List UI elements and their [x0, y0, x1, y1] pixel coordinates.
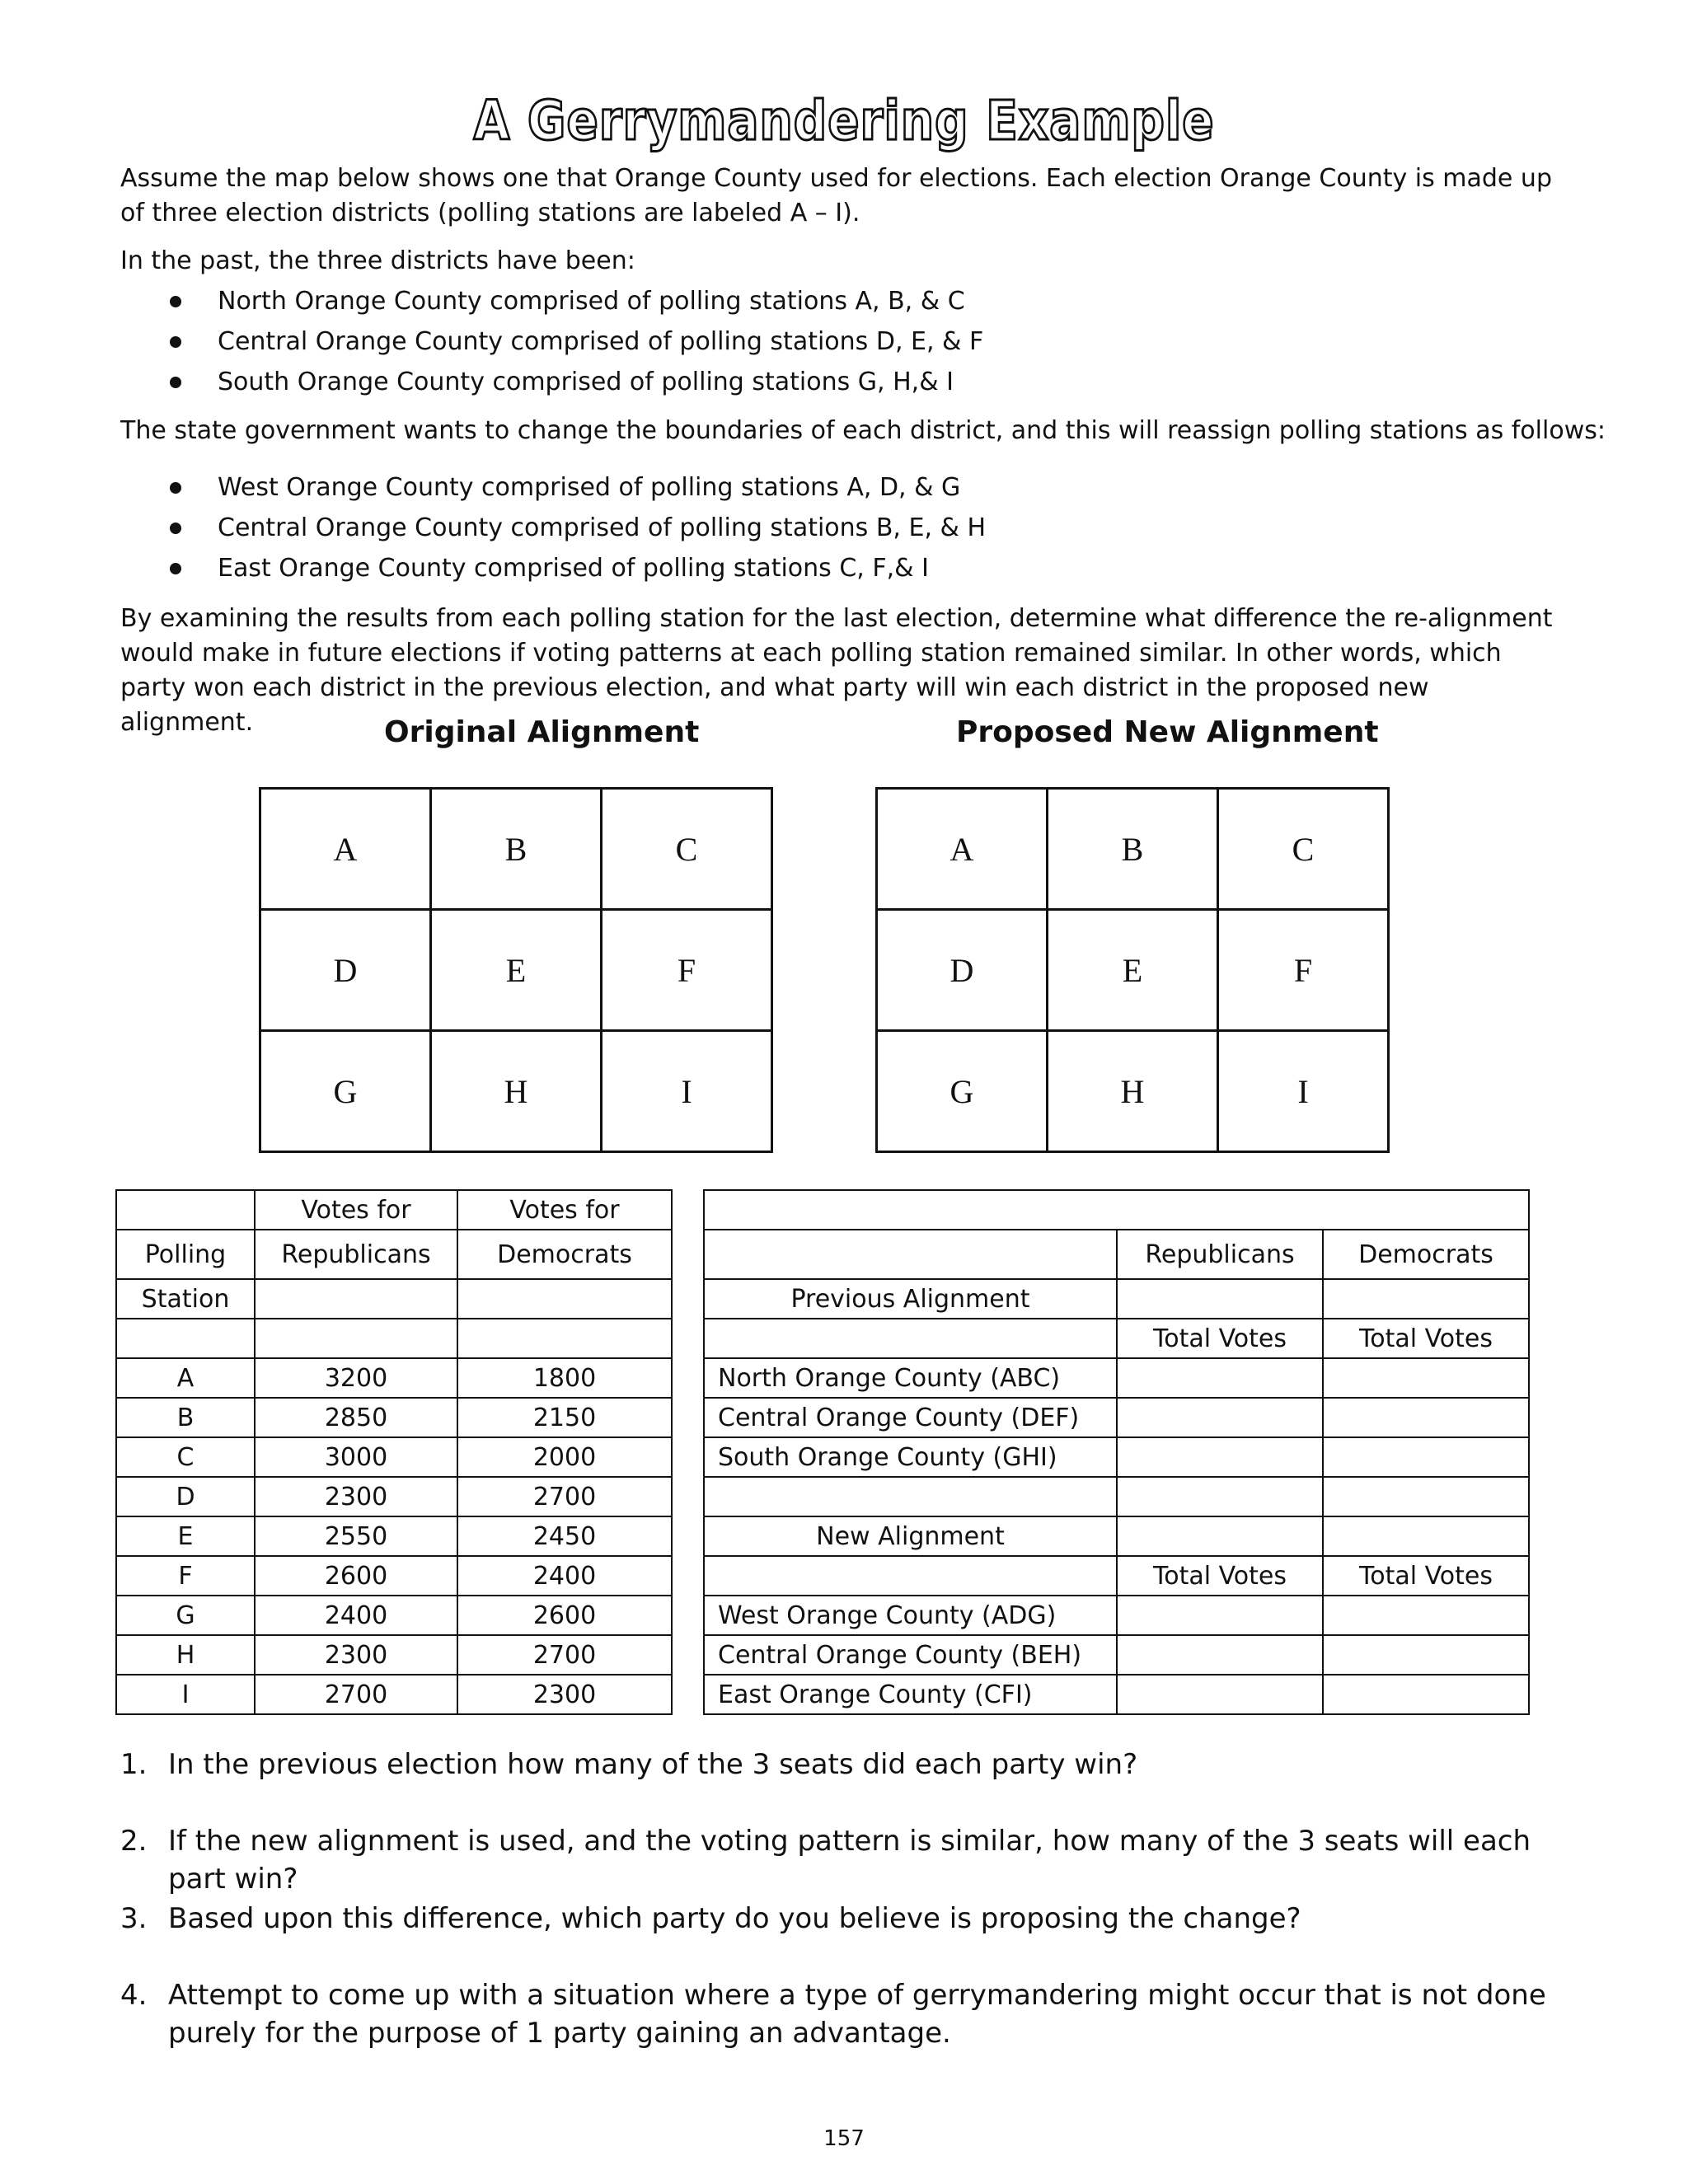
table-row — [704, 1358, 1529, 1398]
results-table — [703, 1189, 1530, 1715]
table-row — [704, 1675, 1529, 1714]
table-cell — [255, 1319, 457, 1358]
list-item: South Orange County comprised of polling stations G, H,& I — [165, 365, 983, 405]
question-3 — [120, 1900, 1571, 1938]
table-row — [116, 1596, 672, 1635]
answer-cell[interactable] — [1323, 1437, 1529, 1477]
answer-cell[interactable] — [1323, 1596, 1529, 1635]
station-cell: D — [116, 1477, 255, 1516]
grid-cell: I — [1218, 1031, 1389, 1152]
table-header: Total Votes — [1323, 1556, 1529, 1596]
table-header: Republicans — [1117, 1230, 1323, 1279]
answer-cell[interactable] — [1323, 1398, 1529, 1437]
answer-cell[interactable] — [1117, 1596, 1323, 1635]
table-cell — [704, 1190, 1529, 1230]
table-header: Total Votes — [1323, 1319, 1529, 1358]
district-label: North Orange County (ABC) — [704, 1358, 1117, 1398]
bullet-icon — [170, 523, 181, 534]
change-label: The state government wants to change the boundaries of each district, and this will reassign polling stations as follows: — [120, 416, 1606, 445]
answer-cell[interactable] — [1117, 1635, 1323, 1675]
table-row — [116, 1675, 672, 1714]
table-cell — [1323, 1477, 1529, 1516]
grid-cell: C — [1218, 789, 1389, 910]
question-text: In the previous election how many of the 3 seats did each party win? — [168, 1748, 1138, 1781]
grid-cell: B — [1048, 789, 1218, 910]
grid-cell: E — [431, 910, 602, 1031]
rep-votes-cell: 2850 — [255, 1398, 457, 1437]
grid-cell: G — [260, 1031, 431, 1152]
table-cell — [457, 1319, 672, 1358]
answer-cell[interactable] — [1117, 1516, 1323, 1556]
district-label: East Orange County (CFI) — [704, 1675, 1117, 1714]
bullet-icon — [170, 377, 181, 388]
bullet-icon — [170, 296, 181, 307]
district-label: Central Orange County (BEH) — [704, 1635, 1117, 1675]
station-cell: C — [116, 1437, 255, 1477]
grid-cell: G — [877, 1031, 1048, 1152]
table-row — [116, 1635, 672, 1675]
past-districts-list — [165, 284, 983, 405]
station-cell: F — [116, 1556, 255, 1596]
question-text: Attempt to come up with a situation where a type of gerrymandering might occur that is not done purely for the purpose of 1 party gaining an advantage. — [168, 1979, 1546, 2050]
station-cell: G — [116, 1596, 255, 1635]
original-alignment-heading: Original Alignment — [384, 715, 700, 749]
page-title: A Gerrymandering Example — [473, 89, 1215, 152]
new-districts-list — [165, 471, 986, 592]
question-number: 3. — [120, 1902, 148, 1935]
rep-votes-cell: 2600 — [255, 1556, 457, 1596]
proposed-alignment-heading: Proposed New Alignment — [956, 715, 1379, 749]
list-item: East Orange County comprised of polling stations C, F,& I — [165, 551, 986, 592]
answer-cell[interactable] — [1117, 1358, 1323, 1398]
answer-cell[interactable] — [1117, 1437, 1323, 1477]
dem-votes-cell: 2000 — [457, 1437, 672, 1477]
list-item: Central Orange County comprised of polling stations D, E, & F — [165, 325, 983, 365]
station-cell: E — [116, 1516, 255, 1556]
past-districts-label: In the past, the three districts have been: — [120, 246, 635, 275]
table-cell — [116, 1319, 255, 1358]
grid-cell: A — [260, 789, 431, 910]
question-number: 2. — [120, 1825, 148, 1858]
page-number: 157 — [823, 2126, 865, 2151]
table-header: Democrats — [457, 1230, 672, 1279]
table-row — [704, 1596, 1529, 1635]
table-row — [116, 1358, 672, 1398]
grid-cell: H — [1048, 1031, 1218, 1152]
table-cell — [704, 1477, 1117, 1516]
table-header: Democrats — [1323, 1230, 1529, 1279]
dem-votes-cell: 2150 — [457, 1398, 672, 1437]
table-cell — [704, 1556, 1117, 1596]
answer-cell[interactable] — [1323, 1675, 1529, 1714]
rep-votes-cell: 2300 — [255, 1635, 457, 1675]
table-cell — [704, 1230, 1117, 1279]
bullet-icon — [170, 336, 181, 348]
grid-cell: I — [602, 1031, 772, 1152]
original-alignment-grid — [259, 787, 773, 1153]
answer-cell[interactable] — [1323, 1279, 1529, 1319]
grid-cell: D — [260, 910, 431, 1031]
grid-cell: E — [1048, 910, 1218, 1031]
table-row — [116, 1516, 672, 1556]
answer-cell[interactable] — [1323, 1516, 1529, 1556]
table-header: Polling — [116, 1230, 255, 1279]
station-cell: B — [116, 1398, 255, 1437]
table-cell — [1117, 1477, 1323, 1516]
rep-votes-cell: 2700 — [255, 1675, 457, 1714]
bullet-icon — [170, 563, 181, 574]
dem-votes-cell: 2300 — [457, 1675, 672, 1714]
district-label: Central Orange County (DEF) — [704, 1398, 1117, 1437]
list-item: Central Orange County comprised of polling stations B, E, & H — [165, 511, 986, 551]
answer-cell[interactable] — [1117, 1279, 1323, 1319]
table-cell — [255, 1279, 457, 1319]
question-number: 1. — [120, 1748, 148, 1781]
table-row — [704, 1398, 1529, 1437]
proposed-alignment-grid — [875, 787, 1390, 1153]
table-row — [704, 1635, 1529, 1675]
table-header: Total Votes — [1117, 1556, 1323, 1596]
grid-cell: F — [602, 910, 772, 1031]
rep-votes-cell: 3000 — [255, 1437, 457, 1477]
table-cell — [704, 1319, 1117, 1358]
dem-votes-cell: 2700 — [457, 1477, 672, 1516]
table-header: Votes for — [457, 1190, 672, 1230]
votes-table — [115, 1189, 673, 1715]
table-header: Station — [116, 1279, 255, 1319]
dem-votes-cell: 2700 — [457, 1635, 672, 1675]
answer-cell[interactable] — [1323, 1358, 1529, 1398]
rep-votes-cell: 2550 — [255, 1516, 457, 1556]
table-header: Total Votes — [1117, 1319, 1323, 1358]
station-cell: H — [116, 1635, 255, 1675]
station-cell: A — [116, 1358, 255, 1398]
table-row — [116, 1477, 672, 1516]
grid-cell: F — [1218, 910, 1389, 1031]
rep-votes-cell: 2400 — [255, 1596, 457, 1635]
grid-cell: D — [877, 910, 1048, 1031]
question-4 — [120, 1976, 1571, 2052]
intro-paragraph: Assume the map below shows one that Orange County used for elections. Each election Orange County is made up of three election districts (polling stations are labeled A – I). — [120, 164, 1552, 227]
grid-cell: H — [431, 1031, 602, 1152]
answer-cell[interactable] — [1323, 1635, 1529, 1675]
question-text: If the new alignment is used, and the voting pattern is similar, how many of the 3 seats will each part win? — [168, 1825, 1531, 1896]
station-cell: I — [116, 1675, 255, 1714]
table-row — [704, 1437, 1529, 1477]
list-item: West Orange County comprised of polling stations A, D, & G — [165, 471, 986, 511]
question-number: 4. — [120, 1979, 148, 2012]
table-header: Votes for — [255, 1190, 457, 1230]
answer-cell[interactable] — [1117, 1675, 1323, 1714]
table-row — [116, 1437, 672, 1477]
dem-votes-cell: 1800 — [457, 1358, 672, 1398]
table-cell — [116, 1190, 255, 1230]
grid-cell: A — [877, 789, 1048, 910]
table-row — [116, 1398, 672, 1437]
bullet-icon — [170, 482, 181, 494]
grid-cell: B — [431, 789, 602, 910]
table-row — [116, 1556, 672, 1596]
district-label: West Orange County (ADG) — [704, 1596, 1117, 1635]
dem-votes-cell: 2600 — [457, 1596, 672, 1635]
table-cell — [457, 1279, 672, 1319]
section-label: Previous Alignment — [704, 1279, 1117, 1319]
question-1 — [120, 1746, 1571, 1783]
rep-votes-cell: 3200 — [255, 1358, 457, 1398]
instructions-paragraph: By examining the results from each polling station for the last election, determine what difference the re-alignment would make in future elections if voting patterns at each polling station remained similar. In other words, which party won each district in the previous election, and what party will win each district in the proposed new alignment. — [120, 604, 1553, 737]
answer-cell[interactable] — [1117, 1398, 1323, 1437]
section-label: New Alignment — [704, 1516, 1117, 1556]
table-header: Republicans — [255, 1230, 457, 1279]
question-2 — [120, 1822, 1571, 1898]
question-text: Based upon this difference, which party do you believe is proposing the change? — [168, 1902, 1301, 1935]
rep-votes-cell: 2300 — [255, 1477, 457, 1516]
dem-votes-cell: 2450 — [457, 1516, 672, 1556]
dem-votes-cell: 2400 — [457, 1556, 672, 1596]
grid-cell: C — [602, 789, 772, 910]
list-item: North Orange County comprised of polling stations A, B, & C — [165, 284, 983, 325]
district-label: South Orange County (GHI) — [704, 1437, 1117, 1477]
